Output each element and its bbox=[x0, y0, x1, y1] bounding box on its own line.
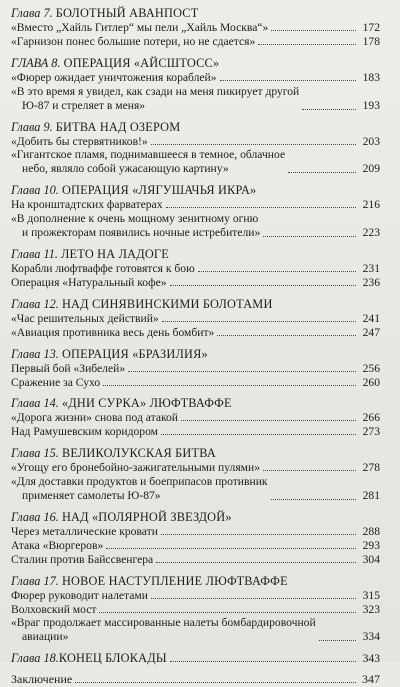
chapter-section bbox=[11, 297, 380, 340]
page-number: 172 bbox=[362, 21, 380, 34]
chapter-title: НОВОЕ НАСТУПЛЕНИЕ ЛЮФТВАФФЕ bbox=[61, 573, 288, 588]
entry-line: «Для доставки продуктов и боеприпасов противник bbox=[11, 475, 268, 489]
entry-line: «Гигантское пламя, поднимавшееся в темное, облачное bbox=[11, 148, 286, 162]
entry-line: «Враг продолжает массированные налеты бомбардировочной bbox=[11, 616, 316, 630]
chapter-number: Глава 17. bbox=[11, 573, 59, 588]
toc-entry bbox=[11, 603, 380, 617]
entry-line: авиации» bbox=[22, 630, 69, 644]
dot-leader bbox=[166, 207, 357, 208]
toc-entry bbox=[11, 198, 380, 212]
page-number: 231 bbox=[362, 261, 380, 275]
chapter-heading bbox=[11, 183, 380, 197]
entry-text bbox=[11, 35, 255, 49]
entry-line: «Угощу его бронебойно-зажигательными пулями» bbox=[11, 461, 260, 475]
page-number: 288 bbox=[362, 524, 380, 538]
entry-text bbox=[11, 262, 195, 276]
dot-leader bbox=[319, 640, 356, 641]
page-number: 203 bbox=[362, 134, 380, 148]
toc-entry bbox=[11, 411, 380, 425]
toc-entry bbox=[11, 135, 380, 149]
chapter-number: Глава 16. bbox=[11, 509, 59, 524]
dot-leader bbox=[181, 420, 356, 421]
entry-line: «В это время я увидел, как сзади на меня пикирует другой bbox=[11, 84, 300, 98]
page-number: 315 bbox=[362, 588, 380, 602]
chapter-title: ОПЕРАЦИЯ «БРАЗИЛИЯ» bbox=[61, 346, 208, 361]
dot-leader bbox=[151, 144, 356, 145]
dot-leader bbox=[151, 598, 356, 599]
toc-entry bbox=[11, 425, 380, 439]
entry-text bbox=[11, 276, 167, 290]
toc-entry bbox=[11, 539, 380, 553]
dot-leader bbox=[170, 285, 356, 286]
entry-line: «Добить бы стервятников!» bbox=[11, 134, 148, 148]
dot-leader bbox=[271, 30, 356, 31]
chapter-title: ВЕЛИКОЛУКСКАЯ БИТВА bbox=[61, 446, 216, 461]
entry-line: «Фюрер ожидает уничтожения кораблей» bbox=[11, 70, 217, 84]
entry-text bbox=[11, 425, 158, 439]
chapter-number: Глава 10. bbox=[11, 183, 59, 198]
chapter-number: Глава 7. bbox=[11, 6, 53, 20]
entry-text bbox=[11, 148, 285, 176]
entry-line: и прожекторам появились ночные истребители» bbox=[22, 226, 261, 240]
entry-text bbox=[11, 475, 268, 503]
entry-text bbox=[11, 525, 158, 539]
toc-entry bbox=[11, 85, 380, 113]
dot-leader bbox=[271, 499, 356, 500]
entry-text bbox=[11, 589, 148, 603]
entry-text bbox=[11, 198, 163, 212]
dot-leader bbox=[99, 612, 356, 613]
entry-line: На кронштадтских фарватерах bbox=[11, 198, 163, 212]
chapter-section bbox=[11, 120, 380, 177]
entry-line: «Час решительных действий» bbox=[11, 311, 159, 325]
toc-entry bbox=[11, 616, 380, 644]
page-number: 236 bbox=[362, 275, 380, 289]
entry-line: Первый бой «Зибелей» bbox=[11, 361, 126, 375]
toc-entry bbox=[11, 312, 380, 326]
chapter-number: Глава 15. bbox=[11, 446, 59, 461]
dot-leader bbox=[106, 548, 356, 549]
chapter-title: «ДНИ СУРКА» ЛЮФТВАФФЕ bbox=[61, 396, 232, 411]
chapter-section bbox=[11, 651, 380, 666]
page-number: 347 bbox=[362, 672, 380, 687]
entry-line: Волховский мост bbox=[11, 602, 97, 616]
dot-leader bbox=[258, 44, 356, 45]
page-number: 266 bbox=[362, 411, 380, 425]
chapter-title: КОНЕЦ БЛОКАДЫ bbox=[58, 651, 167, 666]
entry-line: небо, являло собой ужасающую картину» bbox=[22, 162, 229, 176]
toc-entry bbox=[11, 71, 380, 85]
entry-line: «Гарнизон понес большие потери, но не сдается» bbox=[11, 34, 256, 48]
dot-leader bbox=[75, 682, 356, 683]
chapter-section bbox=[11, 183, 380, 240]
entry-line: Атака «Вюргеров» bbox=[11, 538, 104, 552]
page-number: 343 bbox=[362, 652, 380, 666]
entry-line: Корабли люфтваффе готовятся к бою bbox=[11, 261, 195, 275]
entry-line: «Авиация противника весь день бомбит» bbox=[11, 325, 215, 339]
entry-text bbox=[11, 461, 260, 475]
dot-leader bbox=[103, 385, 356, 386]
entry-text bbox=[11, 603, 96, 617]
chapter-heading bbox=[11, 651, 380, 666]
entry-line: «Вместо „Хайль Гитлер“ мы пели „Хайль Москва“» bbox=[11, 21, 269, 34]
chapter-title: БОЛОТНЫЙ АВАНПОСТ bbox=[55, 6, 199, 20]
page-number: 223 bbox=[362, 226, 380, 240]
entry-line: Операция «Натуральный кофе» bbox=[11, 275, 167, 289]
page-number: 178 bbox=[362, 34, 380, 48]
dot-leader bbox=[288, 172, 356, 173]
chapter-number: Глава 13. bbox=[11, 346, 59, 361]
chapter-section bbox=[11, 56, 380, 113]
entry-text bbox=[11, 539, 103, 553]
page-number: 293 bbox=[362, 538, 380, 552]
conclusion-entry bbox=[11, 673, 380, 687]
chapter-section bbox=[11, 347, 380, 390]
chapter-number: Глава 9. bbox=[11, 119, 53, 134]
entry-line: Фюрер руководит налетами bbox=[11, 588, 148, 602]
toc-entry bbox=[11, 376, 380, 390]
entry-line: «В дополнение к очень мощному зенитному огню bbox=[11, 212, 259, 226]
chapter-heading bbox=[11, 446, 380, 460]
dot-leader bbox=[263, 470, 356, 471]
entry-line: Ю-87 и стреляет в меня» bbox=[22, 98, 146, 112]
chapter-number: Глава 14. bbox=[11, 396, 59, 411]
chapter-section bbox=[11, 446, 380, 503]
dot-leader bbox=[128, 371, 356, 372]
page-number: 183 bbox=[362, 70, 380, 84]
page-number: 281 bbox=[362, 489, 380, 503]
dot-leader bbox=[217, 335, 356, 336]
entry-line: «Дорога жизни» снова под атакой bbox=[11, 411, 179, 425]
toc-entry bbox=[11, 21, 380, 35]
entry-text bbox=[11, 326, 214, 340]
dot-leader bbox=[302, 109, 356, 110]
chapter-heading bbox=[11, 247, 380, 261]
chapter-title: НАД «ПОЛЯРНОЙ ЗВЕЗДОЙ» bbox=[61, 509, 232, 524]
page-number: 304 bbox=[362, 552, 380, 566]
entry-text bbox=[11, 312, 159, 326]
entry-text bbox=[11, 21, 268, 35]
toc-entry bbox=[11, 362, 380, 376]
toc-entry bbox=[11, 475, 380, 503]
toc-entry bbox=[11, 525, 380, 539]
page-number: 216 bbox=[362, 198, 380, 212]
dot-leader bbox=[220, 80, 356, 81]
chapter-heading bbox=[11, 574, 380, 588]
entry-text bbox=[11, 71, 217, 85]
chapter-heading bbox=[11, 396, 380, 410]
toc-entry bbox=[11, 276, 380, 290]
entry-line: Через металлические кровати bbox=[11, 524, 158, 538]
chapter-number: Глава 11. bbox=[11, 246, 58, 261]
chapter-heading bbox=[11, 297, 380, 311]
page-number: 260 bbox=[362, 375, 380, 389]
toc-entry bbox=[11, 589, 380, 603]
chapter-title: ЛЕТО НА ЛАДОГЕ bbox=[61, 246, 169, 261]
chapter-section bbox=[11, 396, 380, 439]
toc-entry bbox=[11, 326, 380, 340]
entry-text bbox=[11, 362, 125, 376]
entry-text bbox=[11, 553, 153, 567]
entry-text bbox=[11, 85, 299, 113]
toc-entry bbox=[11, 553, 380, 567]
chapter-heading bbox=[11, 510, 380, 524]
chapter-number: Глава 18. bbox=[11, 651, 59, 666]
chapter-title: ОПЕРАЦИЯ «АЙСШТОСС» bbox=[63, 55, 220, 70]
page-number: 278 bbox=[362, 461, 380, 475]
dot-leader bbox=[263, 236, 356, 237]
entry-line: Сражение за Сухо bbox=[11, 375, 101, 389]
page-number: 323 bbox=[362, 602, 380, 616]
dot-leader bbox=[198, 271, 356, 272]
entry-line: Сталин против Байссвенгера bbox=[11, 552, 154, 566]
chapter-heading bbox=[11, 6, 380, 20]
toc-entry bbox=[11, 35, 380, 49]
chapter-heading bbox=[11, 56, 380, 70]
conclusion-label: Заключение bbox=[11, 672, 73, 687]
chapter-section bbox=[11, 247, 380, 290]
chapter-section bbox=[11, 510, 380, 567]
entry-line: применяет самолеты Ю-87» bbox=[22, 489, 161, 503]
page-number: 193 bbox=[362, 98, 380, 112]
page-number: 273 bbox=[362, 425, 380, 439]
page-number: 256 bbox=[362, 361, 380, 375]
chapter-number: ГЛАВА 8. bbox=[11, 55, 61, 70]
page-number: 209 bbox=[362, 162, 380, 176]
entry-text bbox=[11, 135, 148, 149]
chapter-title: НАД СИНЯВИНСКИМИ БОЛОТАМИ bbox=[61, 296, 273, 311]
page-number: 334 bbox=[362, 630, 380, 644]
entry-text bbox=[11, 376, 100, 390]
chapter-section bbox=[11, 6, 380, 49]
entry-text bbox=[11, 411, 178, 425]
entry-text bbox=[11, 616, 316, 644]
toc-entry bbox=[11, 262, 380, 276]
toc-entry bbox=[11, 212, 380, 240]
dot-leader bbox=[161, 434, 356, 435]
chapter-title: БИТВА НАД ОЗЕРОМ bbox=[55, 119, 181, 134]
chapter-heading bbox=[11, 347, 380, 361]
toc-entry bbox=[11, 148, 380, 176]
page-number: 247 bbox=[362, 325, 380, 339]
dot-leader bbox=[161, 534, 356, 535]
page-number: 241 bbox=[362, 311, 380, 325]
dot-leader bbox=[162, 321, 356, 322]
dot-leader bbox=[156, 562, 356, 563]
chapter-title: ОПЕРАЦИЯ «ЛЯГУШАЧЬЯ ИКРА» bbox=[61, 183, 257, 198]
chapter-number: Глава 12. bbox=[11, 296, 59, 311]
chapter-heading bbox=[11, 120, 380, 134]
chapter-section bbox=[11, 574, 380, 645]
entry-text bbox=[11, 212, 260, 240]
toc-entry bbox=[11, 461, 380, 475]
entry-line: Над Рамушевским коридором bbox=[11, 425, 158, 439]
